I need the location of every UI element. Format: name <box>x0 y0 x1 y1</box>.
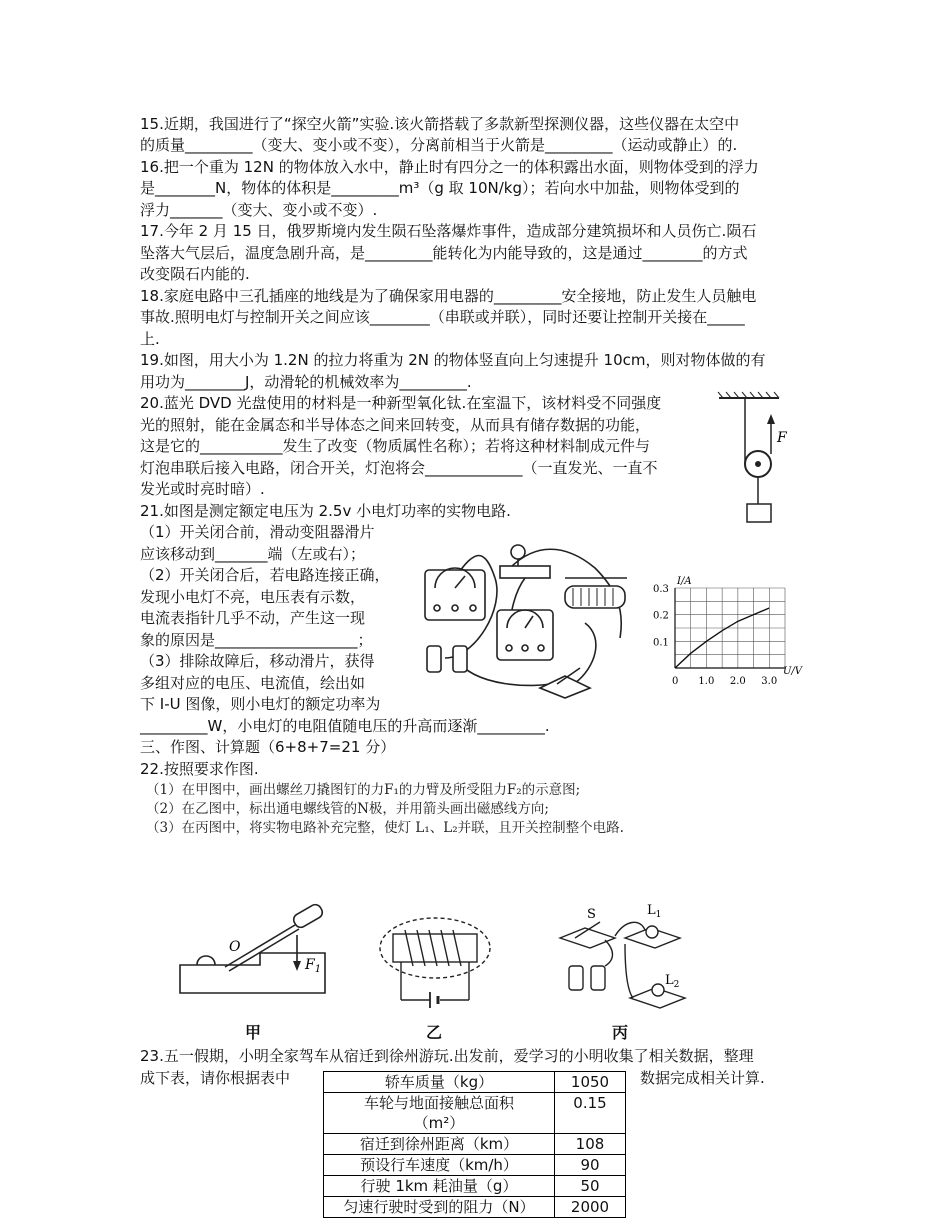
caption-yi: 乙 <box>426 1023 443 1042</box>
table-row <box>324 1176 626 1197</box>
bing-switch-label: S <box>587 907 596 922</box>
q15-line1: 15.近期，我国进行了“探空火箭”实验.该火箭搭载了多款新型探测仪器，这些仪器在太空中 <box>140 115 740 133</box>
pulley-figure <box>715 392 785 527</box>
q23-line2: 成下表，请你根据表中 <box>140 1069 291 1087</box>
q19-line2: 用功为________J，动滑轮的机械效率为_________. <box>140 373 472 391</box>
x-tick-label: 2.0 <box>729 676 746 687</box>
q17-line1: 17.今年 2 月 15 日，俄罗斯境内发生陨石坠落爆炸事件，造成部分建筑损坏和人员伤亡.陨石 <box>140 222 757 240</box>
q16-line3: 浮力_______（变大、变小或不变）. <box>140 201 378 219</box>
q22-item3: （3）在丙图中，将实物电路补充完整，使灯 L₁、L₂并联，且开关控制整个电路. <box>146 820 624 836</box>
q18-line3: 上. <box>140 330 160 348</box>
x-tick-label: 1.0 <box>698 676 715 687</box>
q21-line2: （1）开关闭合前，滑动变阻器滑片 <box>140 523 375 541</box>
q21-line11: _________W，小电灯的电阻值随电压的升高而逐渐_________. <box>140 717 550 735</box>
x-tick-label: 0 <box>672 676 679 687</box>
table-row <box>324 1197 626 1218</box>
q16-line1: 16.把一个重为 12N 的物体放入水中，静止时有四分之一的体积露出水面，则物体受到的浮力 <box>140 158 759 176</box>
table-key: 匀速行驶时受到的阻力（N） <box>324 1197 555 1218</box>
circuit-figure <box>415 538 640 698</box>
table-key: 行驶 1km 耗油量（g） <box>324 1176 555 1197</box>
jia-force-label: $F_1$ <box>305 957 322 975</box>
q23-line1: 23.五一假期，小明全家驾车从宿迁到徐州游玩.出发前，爱学习的小明收集了相关数据，整理 <box>140 1047 754 1065</box>
table-value: 50 <box>555 1176 626 1197</box>
graph-xlabel: U/V <box>783 666 803 677</box>
table-row <box>324 1093 626 1134</box>
x-tick-label: 3.0 <box>761 676 778 687</box>
table-value: 0.15 <box>555 1093 626 1134</box>
table-row <box>324 1134 626 1155</box>
q21-line7: 象的原因是___________________； <box>140 631 373 649</box>
q21-line5: 发现小电灯不亮，电压表有示数， <box>140 588 366 606</box>
table-value: 108 <box>555 1134 626 1155</box>
table-key: 宿迁到徐州距离（km） <box>324 1134 555 1155</box>
q22-item1: （1）在甲图中，画出螺丝刀撬图钉的力F₁的力臂及所受阻力F₂的示意图; <box>146 782 581 798</box>
caption-jia: 甲 <box>245 1023 262 1042</box>
table-key: 轿车质量（kg） <box>324 1072 555 1093</box>
q20-line3: 这是它的___________发生了改变（物质属性名称）；若将这种材料制成元件与 <box>140 437 651 455</box>
graph-ylabel: I/A <box>677 576 692 587</box>
car-data-table <box>323 1071 626 1218</box>
y-tick-label: 0.1 <box>653 637 669 649</box>
q18-line1: 18.家庭电路中三孔插座的地线是为了确保家用电器的_________安全接地，防止发生人员触电 <box>140 287 757 305</box>
q21-line10: 下 I-U 图像，则小电灯的额定功率为 <box>140 695 381 713</box>
table-value: 90 <box>555 1155 626 1176</box>
q21-line1: 21.如图是测定额定电压为 2.5v 小电灯功率的实物电路. <box>140 502 511 520</box>
y-tick-label: 0.3 <box>653 584 669 595</box>
q21-line8: （3）排除故障后，移动滑片，获得 <box>140 652 375 670</box>
table-row <box>324 1155 626 1176</box>
q20-line1: 20.蓝光 DVD 光盘使用的材料是一种新型氧化钛.在室温下，该材料受不同强度 <box>140 394 662 412</box>
q21-line6: 电流表指针几乎不动，产生这一现 <box>140 609 366 627</box>
figure-jia <box>175 905 335 1000</box>
table-value: 1050 <box>555 1072 626 1093</box>
caption-bing: 丙 <box>612 1023 629 1042</box>
table-row <box>324 1072 626 1093</box>
bing-l2-label: $L_2$ <box>665 973 680 990</box>
bing-l1-label: $L_1$ <box>647 903 662 920</box>
pulley-force-label: F <box>777 430 787 446</box>
q22-item2: （2）在乙图中，标出通电螺线管的N极，并用箭头画出磁感线方向; <box>146 801 549 817</box>
q16-line2: 是________N，物体的体积是_________m³（g 取 10N/kg）；若向水中加盐，则物体受到的 <box>140 179 740 197</box>
figure-yi <box>375 910 495 1015</box>
q21-line9: 多组对应的电压、电流值，绘出如 <box>140 674 366 692</box>
q19-line1: 19.如图，用大小为 1.2N 的拉力将重为 2N 的物体竖直向上匀速提升 10cm，则对物体做的有 <box>140 351 766 369</box>
table-value: 2000 <box>555 1197 626 1218</box>
y-tick-label: 0.2 <box>653 610 669 622</box>
q21-line3: 应该移动到_______端（左或右）； <box>140 545 366 563</box>
q21-line4: （2）开关闭合后，若电路连接正确， <box>140 566 390 584</box>
q17-line3: 改变陨石内能的. <box>140 265 250 283</box>
iu-graph <box>645 572 805 690</box>
q15-line2: 的质量_________（变大、变小或不变），分离前相当于火箭是_________（运动或静止）的. <box>140 136 738 154</box>
table-key: 车轮与地面接触总面积 （m²） <box>324 1093 555 1134</box>
figure-bing <box>555 900 690 1015</box>
q20-line2: 光的照射，能在金属态和半导体态之间来回转变，从而具有储存数据的功能， <box>140 416 651 434</box>
jia-pivot-label: O <box>229 939 241 955</box>
q17-line2: 坠落大气层后，温度急剧升高，是_________能转化为内能导致的，这是通过________的方式 <box>140 244 748 262</box>
q22-line: 22.按照要求作图. <box>140 760 259 778</box>
section3-heading: 三、作图、计算题（6+8+7=21 分） <box>140 738 396 756</box>
table-key: 预设行车速度（km/h） <box>324 1155 555 1176</box>
q20-line4: 灯泡串联后接入电路，闭合开关，灯泡将会_____________（一直发光、一直不 <box>140 459 658 477</box>
q20-line5: 发光或时亮时暗）. <box>140 480 265 498</box>
q23-line2-tail: 数据完成相关计算. <box>640 1069 765 1087</box>
q18-line2: 事故.照明电灯与控制开关之间应该________（串联或并联），同时还要让控制开关接在_____ <box>140 308 745 326</box>
